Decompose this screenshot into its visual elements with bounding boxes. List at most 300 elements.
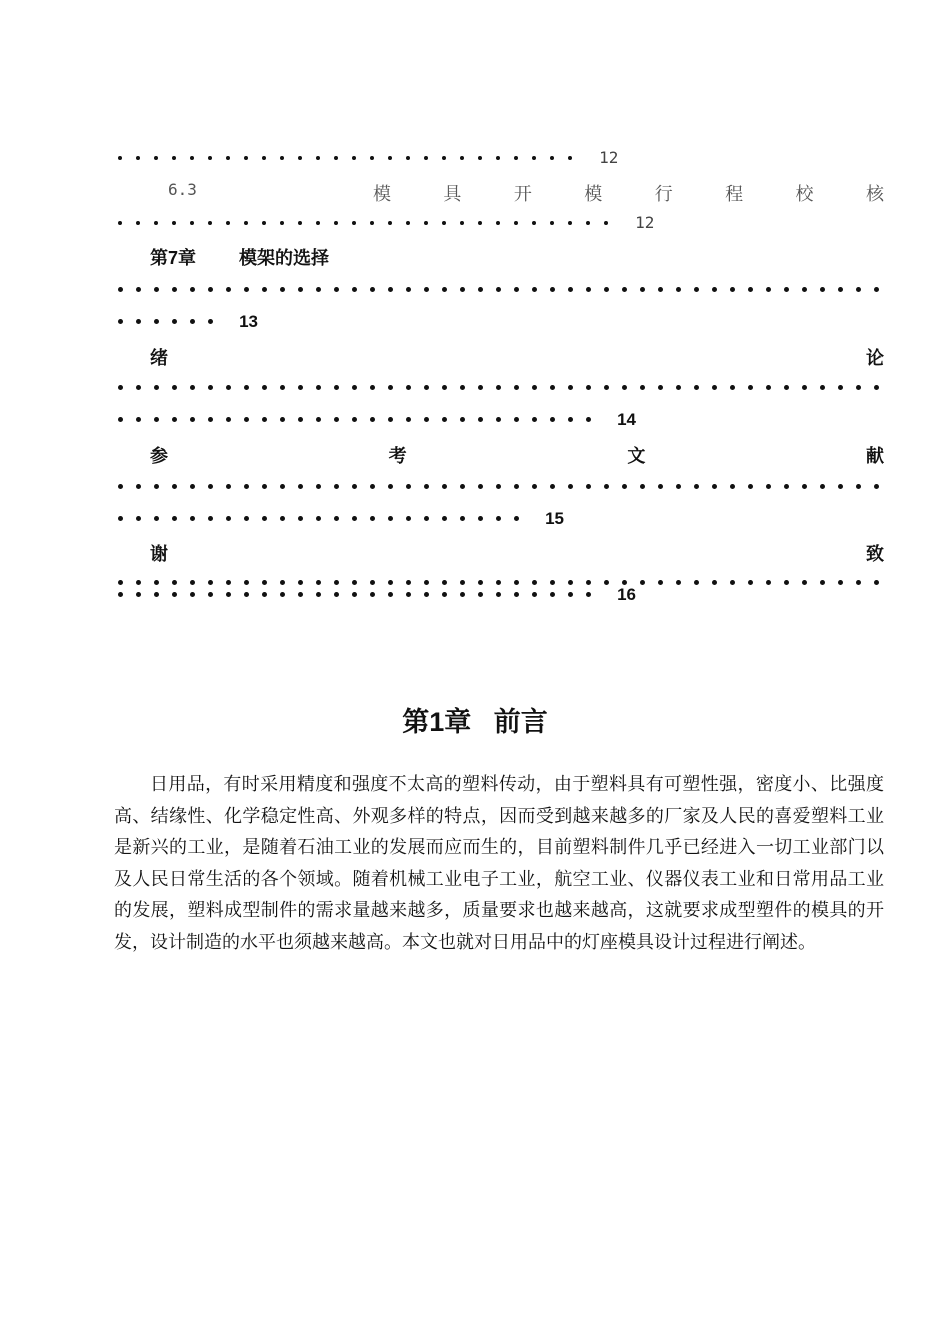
leader-dot [316,385,321,390]
leader-dot [748,287,753,292]
leader-dot [352,385,357,390]
leader-dot [208,417,213,422]
leader-dot [280,516,285,521]
leader-dot [460,516,465,521]
leader-dot [226,221,230,225]
leader-dot [442,221,446,225]
leader-dot [298,516,303,521]
leader-dot [226,592,231,597]
leader-dot [280,484,285,489]
leader-dot [226,287,231,292]
leader-dot [424,221,428,225]
leader-dot [784,385,789,390]
toc-leader-row [118,508,884,529]
leader-dot [838,287,843,292]
leader-dot [406,484,411,489]
leader-dot [298,156,302,160]
leader-dot [208,156,212,160]
leader-dot [388,516,393,521]
leader-dot [694,287,699,292]
leader-dot [838,385,843,390]
leader-dot [190,319,195,324]
leader-dot [532,221,536,225]
leader-dot [676,484,681,489]
leader-dot [388,592,393,597]
leader-dot [712,484,717,489]
leader-dot [460,287,465,292]
leader-dot [370,417,375,422]
leader-dot [190,516,195,521]
leader-dot [244,516,249,521]
leader-dot [298,592,303,597]
leader-dot [244,221,248,225]
leader-dot [352,156,356,160]
toc-page-number: 12 [599,148,619,167]
leader-dot [334,592,339,597]
leader-dot [118,516,123,521]
dot-leader [118,279,892,298]
leader-dot [478,516,483,521]
leader-dot [478,221,482,225]
body-paragraph: 日用品，有时采用精度和强度不太高的塑料传动，由于塑料具有可塑性强，密度小、比强度高、结缘性、化学稳定性高、外观多样的特点，因而受到越来越多的厂家及人民的喜爱塑料工业是新兴的工业，是随着石油工业的发展而应而生的，目前塑料制件几乎已经进入一切工业部门以及人民日常生活的各个领域。随着机械工业电子工业，航空工业、仪器仪表工业和日常用品工业的发展，塑料成型制件的需求量越来越多，质量要求也越来越高，这就要求成型塑件的模具的开发，设计制造的水平也须越来越高。本文也就对日用品中的灯座模具设计过程进行阐述。 [114,774,884,953]
leader-dot [550,287,555,292]
leader-dot [496,385,501,390]
leader-dot [172,319,177,324]
leader-dot [496,287,501,292]
toc-chapter-label: 第7章 [150,248,197,268]
leader-dot [172,484,177,489]
leader-dot [424,385,429,390]
toc-leader-row [118,476,884,495]
leader-dot [640,484,645,489]
leader-dot [388,287,393,292]
leader-dot [460,385,465,390]
leader-dot [136,592,141,597]
leader-dot [316,592,321,597]
leader-dot [442,287,447,292]
leader-dot [334,287,339,292]
toc-section-title: 模 具 开 模 行 程 校 核 [373,184,884,205]
leader-dot [442,592,447,597]
leader-dot [496,221,500,225]
leader-dot [460,592,465,597]
leader-dot [154,417,159,422]
leader-dot [766,484,771,489]
toc-page-number: 15 [545,508,565,528]
leader-dot [334,484,339,489]
leader-dot [370,221,374,225]
toc-entry-references[interactable]: 参 考 文 献 [150,446,884,466]
toc-page-number: 13 [239,311,259,331]
toc-leader-row [118,279,884,298]
toc-entry-acknowledgements[interactable]: 谢 致 [150,544,884,564]
leader-dot [262,221,266,225]
leader-dot [244,484,249,489]
leader-dot [280,156,284,160]
dot-leader [118,584,604,603]
leader-dot [334,156,338,160]
leader-dot [586,417,591,422]
leader-dot [118,319,123,324]
leader-dot [514,287,519,292]
leader-dot [118,287,123,292]
leader-dot [208,319,213,324]
leader-dot [262,516,267,521]
leader-dot [406,417,411,422]
leader-dot [118,484,123,489]
leader-dot [370,484,375,489]
leader-dot [406,592,411,597]
leader-dot [478,417,483,422]
leader-dot [352,417,357,422]
leader-dot [172,516,177,521]
leader-dot [118,156,122,160]
leader-dot [550,484,555,489]
leader-dot [478,385,483,390]
leader-dot [172,592,177,597]
leader-dot [316,417,321,422]
leader-dot [298,484,303,489]
leader-dot [478,287,483,292]
leader-dot [640,385,645,390]
leader-dot [802,484,807,489]
toc-leader-row [118,147,884,167]
leader-dot [550,592,555,597]
leader-dot [262,156,266,160]
leader-dot [586,221,590,225]
leader-dot [514,516,519,521]
leader-dot [766,385,771,390]
leader-dot [694,385,699,390]
leader-dot [874,385,879,390]
leader-dot [568,156,572,160]
leader-dot [622,287,627,292]
leader-dot [802,287,807,292]
leader-dot [298,221,302,225]
leader-dot [550,385,555,390]
leader-dot [586,484,591,489]
leader-dot [136,516,141,521]
leader-dot [604,385,609,390]
leader-dot [154,592,159,597]
leader-dot [424,516,429,521]
leader-dot [190,287,195,292]
leader-dot [874,484,879,489]
leader-dot [280,417,285,422]
leader-dot [190,385,195,390]
leader-dot [208,221,212,225]
leader-dot [262,417,267,422]
leader-dot [856,385,861,390]
leader-dot [370,516,375,521]
leader-dot [136,156,140,160]
leader-dot [406,516,411,521]
leader-dot [658,484,663,489]
leader-dot [550,417,555,422]
leader-dot [352,221,356,225]
leader-dot [442,156,446,160]
leader-dot [298,287,303,292]
leader-dot [388,221,392,225]
leader-dot [352,516,357,521]
leader-dot [730,287,735,292]
leader-dot [298,417,303,422]
leader-dot [424,484,429,489]
leader-dot [694,484,699,489]
leader-dot [334,385,339,390]
leader-dot [442,417,447,422]
leader-dot [784,287,789,292]
leader-dot [244,385,249,390]
dot-leader [118,311,226,330]
leader-dot [136,484,141,489]
toc-page-number: 12 [635,213,655,232]
leader-dot [352,592,357,597]
leader-dot [442,385,447,390]
toc-leader-row [118,311,884,332]
toc-entry-6-3[interactable] [118,180,884,206]
leader-dot [712,385,717,390]
leader-dot [298,385,303,390]
leader-dot [208,287,213,292]
leader-dot [136,221,140,225]
leader-dot [244,287,249,292]
leader-dot [532,385,537,390]
leader-dot [424,592,429,597]
leader-dot [244,417,249,422]
leader-dot [460,221,464,225]
leader-dot [820,287,825,292]
leader-dot [190,484,195,489]
leader-dot [226,385,231,390]
leader-dot [586,287,591,292]
leader-dot [550,156,554,160]
leader-dot [712,287,717,292]
leader-dot [514,592,519,597]
toc-page-number: 16 [617,584,637,604]
leader-dot [532,287,537,292]
leader-dot [352,287,357,292]
leader-dot [370,156,374,160]
leader-dot [334,516,339,521]
leader-dot [784,484,789,489]
leader-dot [460,156,464,160]
leader-dot [226,156,230,160]
leader-dot [496,516,501,521]
leader-dot [226,516,231,521]
leader-dot [262,287,267,292]
toc-entry-chapter-7[interactable] [150,244,916,270]
dot-leader [118,377,892,396]
leader-dot [388,385,393,390]
leader-dot [172,417,177,422]
leader-dot [640,287,645,292]
leader-dot [676,287,681,292]
leader-dot [568,385,573,390]
leader-dot [496,484,501,489]
leader-dot [136,417,141,422]
leader-dot [262,385,267,390]
leader-dot [190,156,194,160]
leader-dot [136,287,141,292]
leader-dot [136,385,141,390]
toc-leader-row [118,212,884,232]
leader-dot [118,417,123,422]
leader-dot [496,592,501,597]
leader-dot [262,484,267,489]
leader-dot [532,156,536,160]
leader-dot [604,484,609,489]
toc-page-number: 14 [617,409,637,429]
leader-dot [172,221,176,225]
leader-dot [622,484,627,489]
leader-dot [154,221,158,225]
dot-leader [118,409,604,428]
leader-dot [352,484,357,489]
leader-dot [856,484,861,489]
leader-dot [208,592,213,597]
leader-dot [118,221,122,225]
leader-dot [514,417,519,422]
leader-dot [172,156,176,160]
leader-dot [550,221,554,225]
leader-dot [172,385,177,390]
leader-dot [316,484,321,489]
leader-dot [262,592,267,597]
leader-dot [316,156,320,160]
leader-dot [478,484,483,489]
leader-dot [856,287,861,292]
leader-dot [280,385,285,390]
leader-dot [532,484,537,489]
leader-dot [244,592,249,597]
leader-dot [316,287,321,292]
toc-chapter-title: 模架的选择 [239,248,330,268]
leader-dot [118,592,123,597]
leader-dot [514,156,518,160]
leader-dot [154,156,158,160]
leader-dot [568,287,573,292]
leader-dot [658,385,663,390]
leader-dot [514,484,519,489]
leader-dot [316,221,320,225]
leader-dot [802,385,807,390]
leader-dot [280,221,284,225]
toc-section-number: 6.3 [168,180,197,199]
leader-dot [190,592,195,597]
leader-dot [334,221,338,225]
leader-dot [766,287,771,292]
dot-leader [118,476,892,495]
leader-dot [532,417,537,422]
leader-dot [460,484,465,489]
leader-dot [424,287,429,292]
leader-dot [460,417,465,422]
leader-dot [190,417,195,422]
leader-dot [586,385,591,390]
leader-dot [532,592,537,597]
dot-leader [118,508,532,527]
leader-dot [370,592,375,597]
leader-dot [226,417,231,422]
leader-dot [280,592,285,597]
leader-dot [604,221,608,225]
leader-dot [568,484,573,489]
chapter-title: 第1章 前言 [402,707,548,737]
leader-dot [568,417,573,422]
leader-dot [730,385,735,390]
leader-dot [388,156,392,160]
leader-dot [874,287,879,292]
leader-dot [514,385,519,390]
leader-dot [478,156,482,160]
leader-dot [154,516,159,521]
leader-dot [388,484,393,489]
leader-dot [496,417,501,422]
leader-dot [190,221,194,225]
leader-dot [334,417,339,422]
leader-dot [316,516,321,521]
dot-leader [118,147,586,166]
leader-dot [244,156,248,160]
leader-dot [406,221,410,225]
leader-dot [604,287,609,292]
leader-dot [280,287,285,292]
leader-dot [118,385,123,390]
leader-dot [748,484,753,489]
leader-dot [658,287,663,292]
leader-dot [172,287,177,292]
leader-dot [154,319,159,324]
leader-dot [424,417,429,422]
leader-dot [514,221,518,225]
toc-leader-row [118,584,884,605]
leader-dot [748,385,753,390]
leader-dot [730,484,735,489]
leader-dot [370,385,375,390]
leader-dot [406,287,411,292]
leader-dot [676,385,681,390]
leader-dot [154,287,159,292]
leader-dot [406,385,411,390]
leader-dot [388,417,393,422]
leader-dot [370,287,375,292]
leader-dot [496,156,500,160]
leader-dot [226,484,231,489]
leader-dot [208,385,213,390]
leader-dot [424,156,428,160]
leader-dot [820,484,825,489]
leader-dot [442,484,447,489]
leader-dot [154,385,159,390]
leader-dot [406,156,410,160]
leader-dot [478,592,483,597]
leader-dot [154,484,159,489]
leader-dot [586,592,591,597]
leader-dot [568,592,573,597]
leader-dot [136,319,141,324]
leader-dot [208,516,213,521]
leader-dot [838,484,843,489]
leader-dot [820,385,825,390]
leader-dot [622,385,627,390]
dot-leader [118,212,622,231]
leader-dot [442,516,447,521]
toc-entry-introduction[interactable]: 绪 论 [150,348,884,368]
leader-dot [208,484,213,489]
leader-dot [568,221,572,225]
toc-leader-row [118,377,884,396]
